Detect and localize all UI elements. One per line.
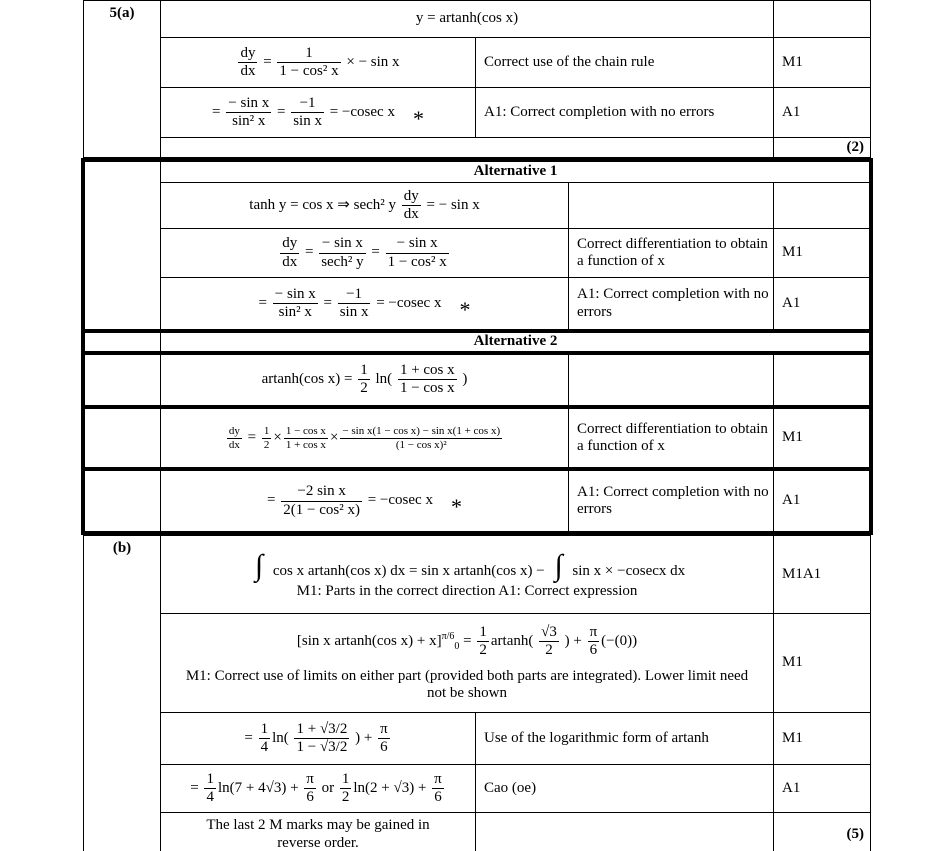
asterisk-marker: *: [450, 494, 462, 520]
math-text: = −cosec x: [325, 103, 395, 120]
fraction: [281, 483, 362, 519]
fraction: [378, 721, 390, 757]
math-text: =: [258, 294, 271, 311]
integral-sign: ∫: [254, 548, 264, 582]
math-text: ln(7 + 4√3) +: [217, 779, 303, 796]
formula: [225, 425, 504, 451]
denominator: sin x: [293, 113, 322, 129]
note: M1: Parts in the correct direction A1: Correct expression: [296, 583, 638, 600]
reason-cell: [568, 352, 774, 407]
reason-cell: [568, 182, 774, 229]
lower-limit: 0: [454, 641, 460, 653]
fraction: [277, 45, 340, 81]
mark-cell: A1: [773, 277, 871, 330]
alternative-2-heading: Alternative 2: [160, 330, 871, 353]
math-cell: [160, 182, 569, 229]
fraction: [358, 362, 370, 398]
part-a-title: y = artanh(cos x): [160, 0, 774, 38]
math-cell: [160, 228, 569, 278]
fraction: [386, 235, 449, 271]
numerator: 1: [259, 721, 271, 739]
formula: [278, 235, 451, 271]
math-text: sin x × −cosecx dx: [568, 562, 686, 579]
formula: [267, 483, 433, 519]
alternative-1-heading: Alternative 1: [160, 160, 871, 183]
math-text: cos x artanh(cos x) dx = sin x artanh(cos x) −: [269, 562, 549, 579]
reason-cell: A1: Correct completion with no errors: [568, 277, 774, 330]
numerator: 1: [340, 771, 352, 789]
denominator: 1 + cos x: [285, 438, 326, 451]
numerator: dy: [228, 424, 240, 437]
denominator: sin² x: [278, 304, 312, 320]
math-text: ln(: [371, 370, 396, 387]
denominator: dx: [282, 253, 298, 270]
blank-cell: [83, 160, 161, 330]
numerator: √3: [539, 624, 559, 642]
math-text: =: [273, 103, 290, 120]
reason-cell: A1: Correct completion with no errors: [475, 87, 774, 138]
fraction: [226, 95, 271, 131]
numerator: − sin x: [319, 235, 365, 253]
formula: [244, 721, 391, 757]
fraction: [402, 188, 421, 224]
denominator: dx: [228, 438, 240, 451]
math-cell: [160, 764, 476, 813]
denominator: 6: [589, 642, 598, 659]
fraction: [284, 425, 328, 451]
fraction: [280, 235, 299, 271]
numerator: π: [378, 721, 390, 739]
denominator: 1 − cos² x: [279, 63, 339, 79]
math-text: ×: [273, 429, 282, 446]
question-label: 5(a): [83, 0, 161, 158]
math-text: ln(: [272, 729, 293, 746]
numerator: 1 + √3/2: [294, 721, 349, 739]
numerator: dy: [238, 45, 257, 63]
numerator: dy: [402, 188, 421, 206]
mark-cell: A1: [773, 87, 871, 138]
math-text: =: [367, 244, 384, 261]
formula: [249, 548, 686, 582]
formula: [212, 95, 395, 131]
formula: [249, 549, 685, 584]
numerator: − sin x: [386, 235, 449, 253]
math-text: × − sin x: [342, 53, 400, 70]
numerator: −2 sin x: [281, 483, 362, 501]
fraction: [340, 771, 352, 807]
blank-cell: [83, 330, 161, 533]
formula: [190, 771, 446, 807]
formula: [297, 624, 637, 660]
numerator: − sin x(1 − cos x) − sin x(1 + cos x): [342, 424, 501, 437]
math-text: = −cosec x: [363, 492, 433, 509]
math-cell: [160, 613, 774, 713]
numerator: − sin x: [273, 286, 318, 304]
denominator: dx: [403, 206, 419, 222]
part-a-total: (2): [773, 137, 871, 158]
fraction: [338, 286, 371, 322]
numerator: 1: [204, 771, 216, 789]
numerator: 1: [277, 45, 340, 63]
denominator: 2: [341, 789, 350, 805]
upper-limit: π/6: [441, 631, 455, 643]
math-text: artanh(cos x) =: [261, 370, 357, 387]
fraction: [319, 235, 365, 271]
math-text: ) +: [560, 633, 586, 650]
numerator: dy: [280, 235, 299, 253]
fraction: [227, 425, 242, 451]
denominator: 1 − cos x: [399, 380, 455, 396]
mark-cell: M1: [773, 37, 871, 88]
numerator: 1: [477, 624, 489, 642]
fraction: [588, 624, 600, 660]
math-text: =: [319, 294, 336, 311]
mark-cell: [773, 352, 871, 407]
formula: [249, 188, 479, 224]
fraction: [398, 362, 457, 398]
fraction: [304, 771, 316, 807]
denominator: sin x: [339, 304, 369, 320]
note: M1: Correct use of limits on either part (provided both parts are integrated). Lower limit need not be shown: [185, 667, 749, 701]
fraction: [238, 45, 257, 81]
math-cell: [160, 469, 569, 533]
denominator: sin² x: [232, 113, 266, 129]
fraction: [273, 286, 318, 322]
denominator: 2(1 − cos² x): [283, 501, 360, 518]
denominator: 2: [263, 438, 270, 451]
denominator: 4: [206, 789, 214, 805]
fraction: [477, 624, 489, 660]
denominator: 6: [434, 789, 442, 805]
asterisk-marker: *: [459, 296, 471, 322]
denominator: 6: [306, 789, 314, 805]
math-text: = − sin x: [422, 196, 480, 213]
denominator: 1 − √3/2: [296, 739, 348, 755]
mark-cell: [773, 0, 871, 38]
numerator: 1 − cos x: [285, 424, 326, 437]
fraction: [204, 771, 216, 807]
fraction: [340, 425, 502, 451]
reason-cell: Cao (oe): [475, 764, 774, 813]
denominator: 2: [360, 380, 368, 396]
math-text: ): [458, 370, 468, 387]
math-text: ×: [329, 429, 339, 446]
numerator: π: [432, 771, 444, 789]
numerator: 1 + cos x: [398, 362, 457, 380]
numerator: −1: [291, 95, 324, 113]
formula: [236, 45, 399, 81]
reason-cell: Correct differentiation to obtain a function of x: [568, 228, 774, 278]
fraction: [291, 95, 324, 131]
fraction: [259, 721, 271, 757]
mark-cell: M1: [773, 613, 871, 713]
fraction: [262, 425, 272, 451]
reason-cell: Correct use of the chain rule: [475, 37, 774, 88]
mark-cell: A1: [773, 469, 871, 533]
formula: [262, 362, 468, 398]
blank-cell: [160, 137, 774, 158]
numerator: π: [588, 624, 600, 642]
formula: [259, 286, 442, 322]
math-text: artanh(: [490, 633, 538, 650]
denominator: 2: [479, 642, 487, 659]
formula: [296, 624, 638, 659]
numerator: 1: [358, 362, 370, 380]
denominator: (1 − cos x)²: [395, 438, 447, 451]
math-text: or: [317, 779, 338, 796]
denominator: 4: [260, 739, 269, 755]
note-cell: The last 2 M marks may be gained in reverse order.: [160, 812, 476, 851]
math-cell: [160, 535, 774, 614]
reason-cell: A1: Correct completion with no errors: [568, 469, 774, 533]
part-b-total: (5): [773, 812, 871, 851]
mark-cell: [773, 182, 871, 229]
fraction: [432, 771, 444, 807]
denominator: 2: [545, 642, 553, 659]
math-text: [sin x artanh(cos x) + x]: [296, 633, 442, 650]
math-cell: [160, 37, 476, 88]
numerator: π: [304, 771, 316, 789]
math-text: =: [267, 492, 280, 509]
math-cell: [160, 277, 569, 330]
math-text: =: [459, 633, 476, 650]
fraction: [539, 624, 559, 660]
denominator: 1 − cos² x: [387, 253, 447, 270]
math-text: =: [301, 244, 318, 261]
numerator: −1: [338, 286, 371, 304]
math-cell: [160, 87, 476, 138]
mark-cell: M1: [773, 228, 871, 278]
part-b-label: (b): [83, 535, 161, 851]
denominator: sech² y: [321, 253, 364, 270]
fraction: [294, 721, 349, 757]
math-text: tanh y = cos x ⇒ sech² y: [249, 196, 400, 213]
math-text: =: [190, 779, 203, 796]
numerator: − sin x: [226, 95, 271, 113]
math-text: =: [212, 103, 225, 120]
math-cell: [160, 712, 476, 765]
numerator: 1: [263, 424, 270, 437]
math-text: =: [259, 53, 276, 70]
math-text: ln(2 + √3) +: [353, 779, 431, 796]
reason-cell: [475, 812, 774, 851]
math-text: (−(0)): [601, 633, 638, 650]
math-text: ) +: [351, 729, 377, 746]
mark-cell: M1A1: [773, 535, 871, 614]
math-cell: [160, 352, 569, 407]
mark-cell: A1: [773, 764, 871, 813]
asterisk-marker: *: [412, 105, 424, 131]
reason-cell: Correct differentiation to obtain a function of x: [568, 407, 774, 469]
mark-cell: M1: [773, 712, 871, 765]
math-text: =: [244, 729, 257, 746]
math-cell: [160, 407, 569, 469]
mark-cell: M1: [773, 407, 871, 469]
math-text: =: [243, 429, 260, 446]
reason-cell: Use of the logarithmic form of artanh: [475, 712, 774, 765]
denominator: dx: [240, 63, 256, 79]
integral-sign: ∫: [554, 548, 563, 582]
denominator: 6: [380, 739, 388, 755]
math-text: = −cosec x: [372, 294, 442, 311]
